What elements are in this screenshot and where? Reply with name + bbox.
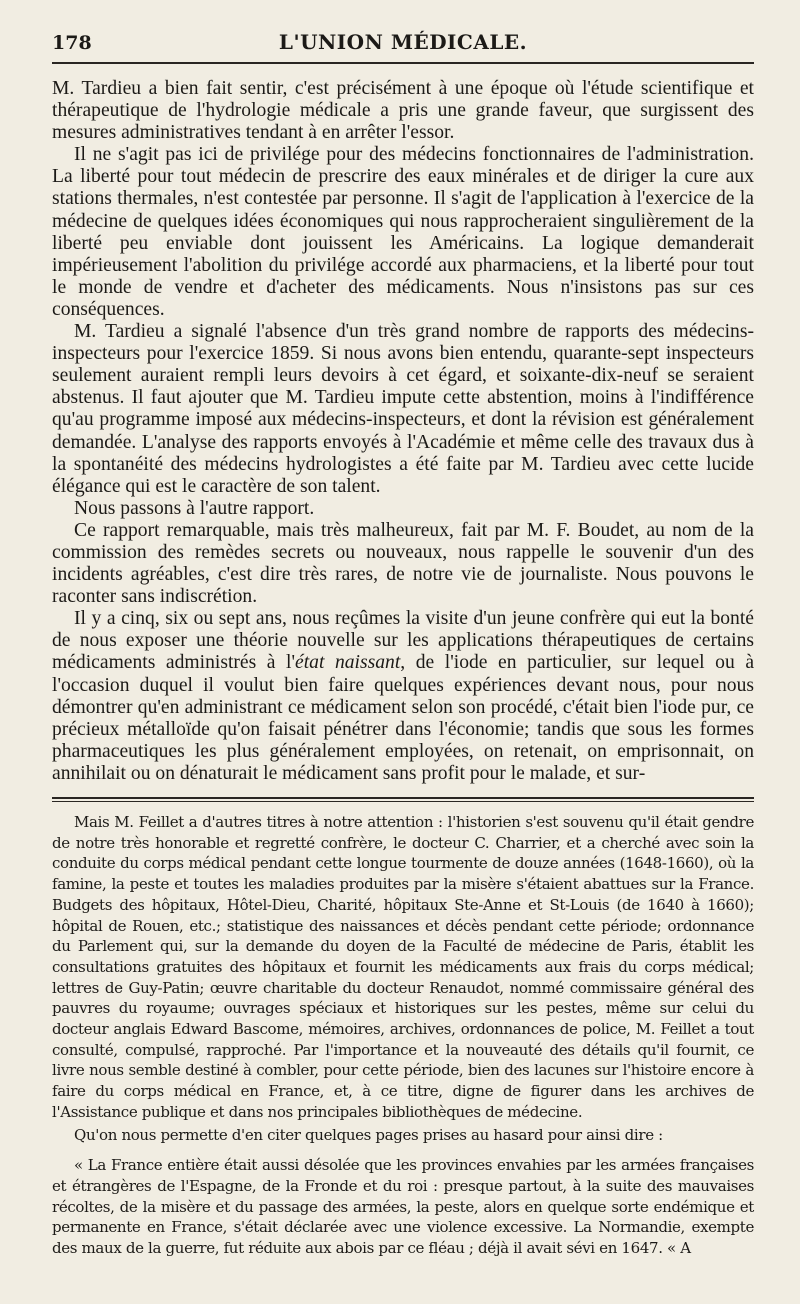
footnote-separator [52,797,754,802]
footnote-paragraph: Qu'on nous permette d'en citer quelques pages prises au hasard pour ainsi dire : [74,1125,663,1144]
paragraph-text: , de l'iode en particulier, sur lequel ou à l'occasion duquel il voulut bien faire quelques expériences devant nous, pour nous démontrer qu'en administrant ce médicament selon son procédé, c'était bien l'iode pur, ce précieux métalloïde qu'on faisait pénétrer dans l'économie; tandis que sous les formes pharmaceutiques les plus généralement employées, on retenait, on emprisonnait, on annihilait ou on dénaturait le médicament sans profit pour le malade, et sur- [52,652,755,784]
paragraph: M. Tardieu a bien fait sentir, c'est précisément à une époque où l'étude scientifique et thérapeutique de l'hydrologie médicale a pris une grande faveur, que surgissent des mesures administratives tendant à en arrêter l'essor. [52,78,754,144]
paragraph [52,608,754,785]
page-header [52,30,754,64]
footnote-quote: « La France entière était aussi désolée que les provinces envahies par les armées françaises et étrangères de l'Espagne, de la Fronde et du roi : presque partout, à la suite des mauvaises récoltes, de la misère et du passage des armées, la peste, alors en quelque sorte endémique et permanente en France, s'était déclarée avec une violence excessive. La Normandie, exempte des maux de la guerre, fut réduite aux abois par ce fléau ; déjà il avait sévi en 1647. « A [52,1156,754,1258]
main-text [52,78,754,785]
paragraph: Il ne s'agit pas ici de privilége pour des médecins fonctionnaires de l'administration. La liberté pour tout médecin de prescrire des eaux minérales et de diriger la cure aux stations thermales, n'est contestée par personne. Il s'agit de l'application à l'exercice de la médecine de quelques idées économiques qui nous rapprocheraient singulièrement de la liberté peu enviable dont jouissent les Américains. La logique demanderait impérieusement l'abolition du privilége accordé aux pharmaciens, et la liberté pour tout le monde de vendre et d'acheter des médicaments. Nous n'insistons pas sur ces conséquences. [52,144,754,320]
paragraph: M. Tardieu a signalé l'absence d'un très grand nombre de rapports des médecins-inspecteurs pour l'exercice 1859. Si nous avons bien entendu, quarante-sept inspecteurs seulement auraient rempli leurs devoirs à cet égard, et soixante-dix-neuf se seraient abstenus. Il faut ajouter que M. Tardieu impute cette abstention, moins à l'indifférence qu'au programme imposé aux médecins-inspecteurs, et dont la révision est généralement demandée. L'analyse des rapports envoyés à l'Académie et même celle des travaux dus à la spontanéité des médecins hydrologistes a été faite par M. Tardieu avec cette lucide élégance qui est le caractère de son talent. [52,321,754,497]
paragraph-text: Il y a cinq, six ou sept ans, nous reçûmes la visite d'un jeune confrère qui eut la bonté de nous exposer une théorie nouvelle sur les applications thérapeutiques de certains médicaments administrés à l' [52,608,754,674]
italic-term: état naissant [295,652,401,674]
running-title: L'UNION MÉDICALE. [278,30,528,54]
paragraph: Ce rapport remarquable, mais très malheureux, fait par M. F. Boudet, au nom de la commission des remèdes secrets ou nouveaux, nous rappelle le souvenir d'un des incidents agréables, c'est dire très rares, de notre vie de journaliste. Nous pouvons le raconter sans indiscrétion. [52,519,754,608]
page-number: 178 [52,32,92,54]
paragraph: Nous passons à l'autre rapport. [74,497,315,519]
footnote [52,812,754,1259]
footnote-paragraph: Mais M. Feillet a d'autres titres à notre attention : l'historien s'est souvenu qu'il était gendre de notre très honorable et regretté confrère, le docteur C. Charrier, et a cherché avec soin la conduite du corps médical pendant cette longue tourmente de douze années (1648-1660), où la famine, la peste et toutes les maladies produites par la misère s'étaient abattues sur la France. Budgets des hôpitaux, Hôtel-Dieu, Charité, hôpitaux Ste-Anne et St-Louis (de 1640 à 1660); hôpital de Rouen, etc.; statistique des naissances et décès pendant cette période; ordonnance du Parlement qui, sur la demande du doyen de la Faculté de médecine de Paris, établit les consultations gratuites des hôpitaux et fournit les médicaments aux frais du corps médical; lettres de Guy-Patin; œuvre charitable du docteur Renaudot, nommé commissaire général des pauvres du royaume; ouvrages spéciaux et historiques sur les pestes, même sur celui du docteur anglais Edward Bascome, mémoires, archives, ordonnances de police, M. Feillet a tout consulté, compulsé, rapproché. Par l'importance et la nouveauté des détails qu'il fournit, ce livre nous semble destiné à combler, pour cette période, bien des lacunes sur l'histoire encore à faire du corps médical en France, et, à ce titre, digne de figurer dans les archives de l'Assistance publique et dans nos principales bibliothèques de médecine. [52,813,754,1121]
